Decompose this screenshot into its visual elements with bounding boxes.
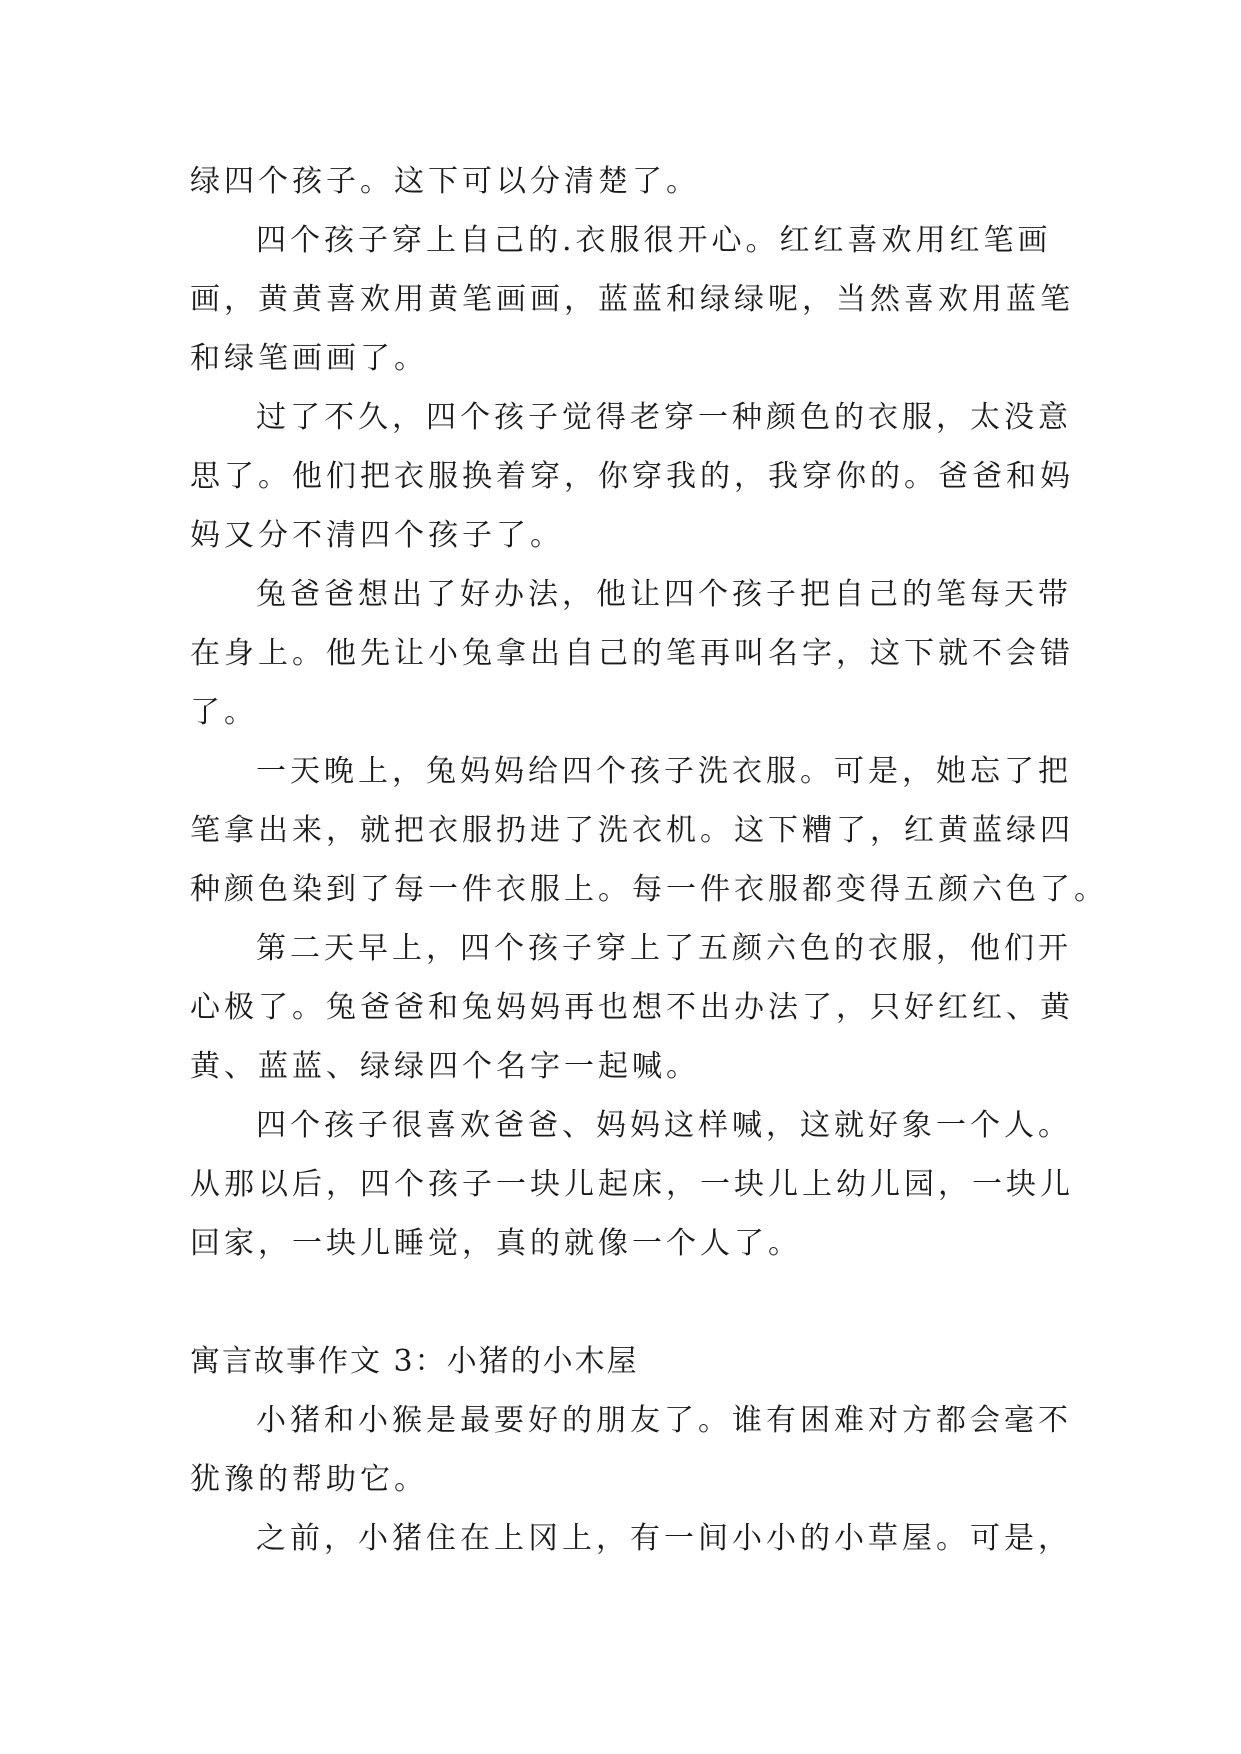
paragraph-line: 四个孩子很喜欢爸爸、妈妈这样喊，这就好象一个人。: [256, 1108, 1072, 1143]
paragraph-line: 从那以后，四个孩子一块儿起床，一块儿上幼儿园，一块儿: [190, 1167, 1074, 1202]
paragraph-line: 思了。他们把衣服换着穿，你穿我的，我穿你的。爸爸和妈: [190, 459, 1074, 494]
paragraph-line: 绿四个孩子。这下可以分清楚了。: [190, 164, 700, 199]
paragraph-line: 四个孩子穿上自己的.衣服很开心。红红喜欢用红笔画: [256, 223, 1052, 258]
paragraph-line: 画，黄黄喜欢用黄笔画画，蓝蓝和绿绿呢，当然喜欢用蓝笔: [190, 282, 1074, 317]
paragraph-line: 之前，小猪住在上冈上，有一间小小的小草屋。可是，: [256, 1521, 1072, 1556]
paragraph-line: 妈又分不清四个孩子了。: [190, 518, 564, 553]
story-3-body: [190, 1391, 1072, 1568]
paragraph-line: 黄、蓝蓝、绿绿四个名字一起喊。: [190, 1049, 700, 1084]
paragraph-line: 了。: [190, 695, 258, 730]
paragraph-line: 一天晚上，兔妈妈给四个孩子洗衣服。可是，她忘了把: [256, 754, 1072, 789]
paragraph-line: 心极了。兔爸爸和兔妈妈再也想不出办法了，只好红红、黄: [190, 990, 1074, 1025]
document-page: [190, 152, 1108, 1568]
paragraph-line: 和绿笔画画了。: [190, 341, 428, 376]
paragraph-line: 第二天早上，四个孩子穿上了五颜六色的衣服，他们开: [256, 931, 1072, 966]
paragraph-line: 兔爸爸想出了好办法，他让四个孩子把自己的笔每天带: [256, 577, 1072, 612]
paragraph-line: 种颜色染到了每一件衣服上。每一件衣服都变得五颜六色了。: [190, 872, 1108, 907]
paragraph-line: 笔拿出来，就把衣服扔进了洗衣机。这下糟了，红黄蓝绿四: [190, 813, 1074, 848]
paragraph-line: 小猪和小猴是最要好的朋友了。谁有困难对方都会毫不: [256, 1403, 1072, 1438]
paragraph-line: 在身上。他先让小兔拿出自己的笔再叫名字，这下就不会错: [190, 636, 1074, 671]
paragraph-line: 犹豫的帮助它。: [190, 1462, 428, 1497]
section-heading: 寓言故事作文 3：小猪的小木屋: [190, 1344, 639, 1379]
paragraph-line: 过了不久，四个孩子觉得老穿一种颜色的衣服，太没意: [256, 400, 1072, 435]
story-2-body: [190, 152, 1108, 1273]
paragraph-line: 回家，一块儿睡觉，真的就像一个人了。: [190, 1226, 802, 1261]
